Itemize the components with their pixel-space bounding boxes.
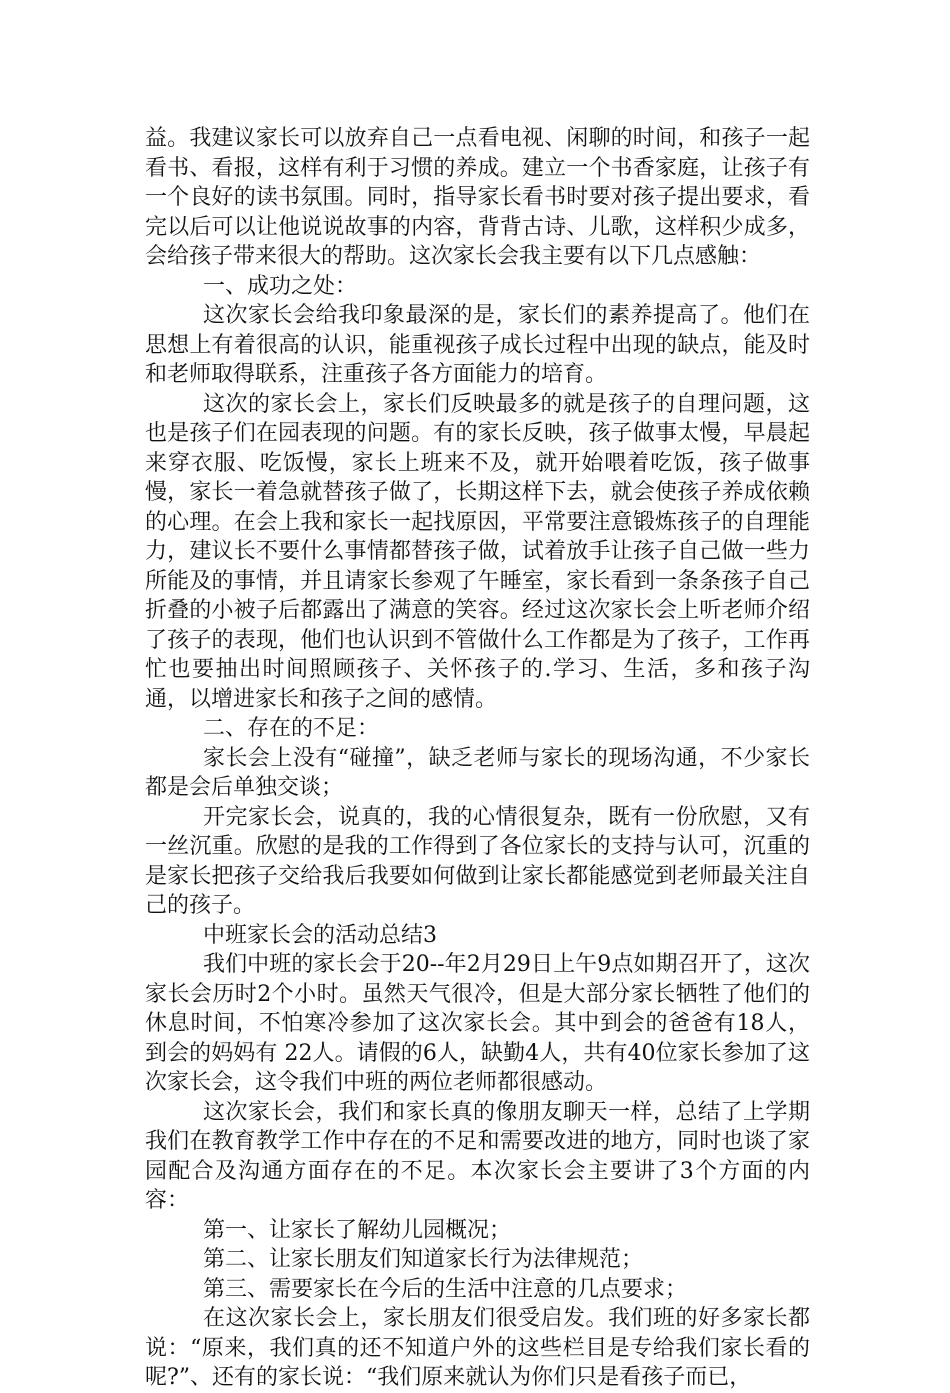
article-title: 中班家长会的活动总结3 [203, 922, 437, 948]
paragraph: 这次家长会，我们和家长真的像朋友聊天一样，总结了上学期我们在教育教学工作中存在的不足和需要改进的地方，同时也谈了家园配合及沟通方面存在的不足。本次家长会主要讲了3个方面的内容： [145, 1099, 810, 1213]
section-heading-shortcomings: 二、存在的不足： [203, 716, 380, 741]
paragraph: 开完家长会，说真的，我的心情很复杂，既有一份欣慰，又有一丝沉重。欣慰的是我的工作得到了各位家长的支持与认可，沉重的是家长把孩子交给我后我要如何做到让家长都能感觉到老师最关注自己的孩子。 [145, 804, 810, 918]
section-heading-success: 一、成功之处： [203, 273, 358, 299]
paragraph-continuation: 益。我建议家长可以放弃自己一点看电视、闲聊的时间，和孩子一起看书、看报，这样有利于习惯的养成。建立一个书香家庭，让孩子有一个良好的读书氛围。同时，指导家长看书时要对孩子提出要求，看完以后可以让他说说故事的内容，背背古诗、儿歌，这样积少成多，会给孩子带来很大的帮助。这次家长会我主要有以下几点感触： [145, 126, 810, 269]
list-item: 第二、让家长朋友们知道家长行为法律规范； [203, 1247, 644, 1272]
paragraph: 这次的家长会上，家长们反映最多的就是孩子的自理问题，这也是孩子们在园表现的问题。有的家长反映，孩子做事太慢，早晨起来穿衣服、吃饭慢，家长上班来不及，就开始喂着吃饭，孩子做事慢，家长一着急就替孩子做了，长期这样下去，就会使孩子养成依赖的心理。在会上我和家长一起找原因，平常要注意锻炼孩子的自理能力，建议长不要什么事情都替孩子做，试着放手让孩子自己做一些力所能及的事情，并且请家长参观了午睡室，家长看到一条条孩子自己折叠的小被子后都露出了满意的笑容。经过这次家长会上听老师介绍了孩子的表现，他们也认识到不管做什么工作都是为了孩子，工作再忙也要抽出时间照顾孩子、关怀孩子的.学习、生活，多和孩子沟通，以增进家长和孩子之间的感情。 [145, 391, 810, 712]
document-body [145, 124, 810, 1393]
paragraph: 家长会上没有“碰撞”，缺乏老师与家长的现场沟通，不少家长都是会后单独交谈； [145, 745, 810, 800]
list-item: 第三、需要家长在今后的生活中注意的几点要求； [203, 1276, 688, 1302]
list-item: 第一、让家长了解幼儿园概况； [203, 1217, 512, 1243]
paragraph: 在这次家长会上，家长朋友们很受启发。我们班的好多家长都说：“原来，我们真的还不知道户外的这些栏目是专给我们家长看的呢?”、还有的家长说：“我们原来就认为你们只是看孩子而已， [145, 1306, 810, 1390]
paragraph: 我们中班的家长会于20--年2月29日上午9点如期召开了，这次家长会历时2个小时。虽然天气很冷，但是大部分家长牺牲了他们的休息时间，不怕寒冷参加了这次家长会。其中到会的爸爸有18人，到会的妈妈有 22人。请假的6人，缺勤4人，共有40位家长参加了这次家长会，这令我们中班的两位老师都很感动。 [145, 952, 810, 1095]
paragraph: 这次家长会给我印象最深的是，家长们的素养提高了。他们在思想上有着很高的认识，能重视孩子成长过程中出现的缺点，能及时和老师取得联系，注重孩子各方面能力的培育。 [145, 303, 810, 387]
